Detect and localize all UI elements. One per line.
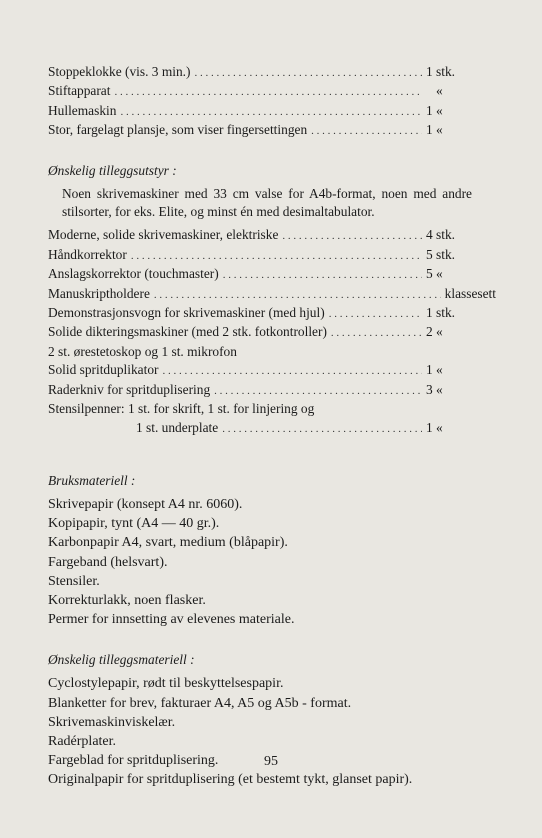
list-item: Demonstrasjonsvogn for skrivemaskiner (med hjul) . . . 1 stk. bbox=[48, 304, 472, 323]
list-item: Fargeblad for spritduplisering. bbox=[48, 753, 219, 769]
list-item: Korrekturlakk, noen flasker. bbox=[48, 592, 206, 608]
paragraph: Noen skrivemaskiner med 33 cm valse for A4b-format, noen med andre stilsorter, for eks. Elite, og minst én med desimaltabulator. bbox=[62, 185, 472, 220]
list-item: Skrivepapir (konsept A4 nr. 6060). bbox=[48, 496, 243, 512]
list-item: Fargeband (helsvart). bbox=[48, 554, 168, 570]
list-item: Karbonpapir A4, svart, medium (blåpapir). bbox=[48, 535, 288, 551]
list-item: Manuskriptholdere . . . klassesett bbox=[48, 285, 472, 304]
page-number: 95 bbox=[264, 754, 278, 769]
list-item: Stiftapparat . . . « bbox=[48, 82, 472, 101]
dot-leader bbox=[162, 362, 422, 380]
list-item: Kopipapir, tynt (A4 — 40 gr.). bbox=[48, 516, 220, 532]
list-item: Radérplater. bbox=[48, 733, 117, 749]
section-heading: Bruksmateriell : bbox=[48, 472, 136, 488]
dot-leader bbox=[222, 420, 422, 438]
list-item: Blanketter for brev, fakturaer A4, A5 og A5b - format. bbox=[48, 695, 352, 711]
list-item: Stor, fargelagt plansje, som viser fingersettingen . . . 1 « bbox=[48, 121, 472, 140]
section-heading: Ønskelig tilleggsutstyr : bbox=[48, 162, 177, 178]
list-item: Cyclostylepapir, rødt til beskyttelsespapir. bbox=[48, 676, 284, 692]
list-item: Stensilpenner: 1 st. for skrift, 1 st. for linjering og bbox=[48, 401, 315, 417]
dot-leader bbox=[214, 382, 422, 400]
dot-leader bbox=[329, 305, 422, 323]
list-item: Originalpapir for spritduplisering (et bestemt tykt, glanset papir). bbox=[48, 772, 413, 788]
dot-leader bbox=[223, 266, 422, 284]
list-item: Solide dikteringsmaskiner (med 2 stk. fotkontroller) . . . 2 « bbox=[48, 323, 472, 342]
list-item: 2 st. ørestetoskop og 1 st. mikrofon bbox=[48, 343, 237, 359]
dot-leader bbox=[331, 324, 422, 342]
section-heading: Ønskelig tilleggsmateriell : bbox=[48, 652, 195, 668]
dot-leader bbox=[114, 83, 422, 101]
list-item: Permer for innsetting av elevenes materiale. bbox=[48, 612, 295, 628]
list-item: Solid spritduplikator . . . 1 « bbox=[48, 361, 472, 380]
list-item: Stensiler. bbox=[48, 573, 100, 589]
list-item: Anslagskorrektor (touchmaster) . . . 5 « bbox=[48, 265, 472, 284]
equipment-list-1 bbox=[48, 63, 472, 141]
extra-supplies-list bbox=[48, 674, 472, 789]
list-item: Skrivemaskinviskelær. bbox=[48, 714, 176, 730]
dot-leader bbox=[282, 227, 422, 245]
dot-leader bbox=[194, 64, 422, 82]
list-item: 1 st. underplate . . . 1 « bbox=[48, 419, 472, 438]
equipment-list-2 bbox=[48, 226, 496, 437]
dot-leader bbox=[120, 103, 422, 121]
dot-leader bbox=[311, 122, 422, 140]
dot-leader bbox=[154, 286, 441, 304]
list-item: Raderkniv for spritduplisering . . . 3 « bbox=[48, 381, 472, 400]
list-item: Hullemaskin . . . 1 « bbox=[48, 102, 472, 121]
list-item: Stoppeklokke (vis. 3 min.) . . . 1 stk. bbox=[48, 63, 472, 82]
list-item: Moderne, solide skrivemaskiner, elektriske . . . 4 stk. bbox=[48, 226, 472, 245]
supplies-list bbox=[48, 495, 472, 629]
dot-leader bbox=[131, 247, 422, 265]
document-page bbox=[48, 63, 496, 790]
list-item: Håndkorrektor . . . 5 stk. bbox=[48, 246, 472, 265]
